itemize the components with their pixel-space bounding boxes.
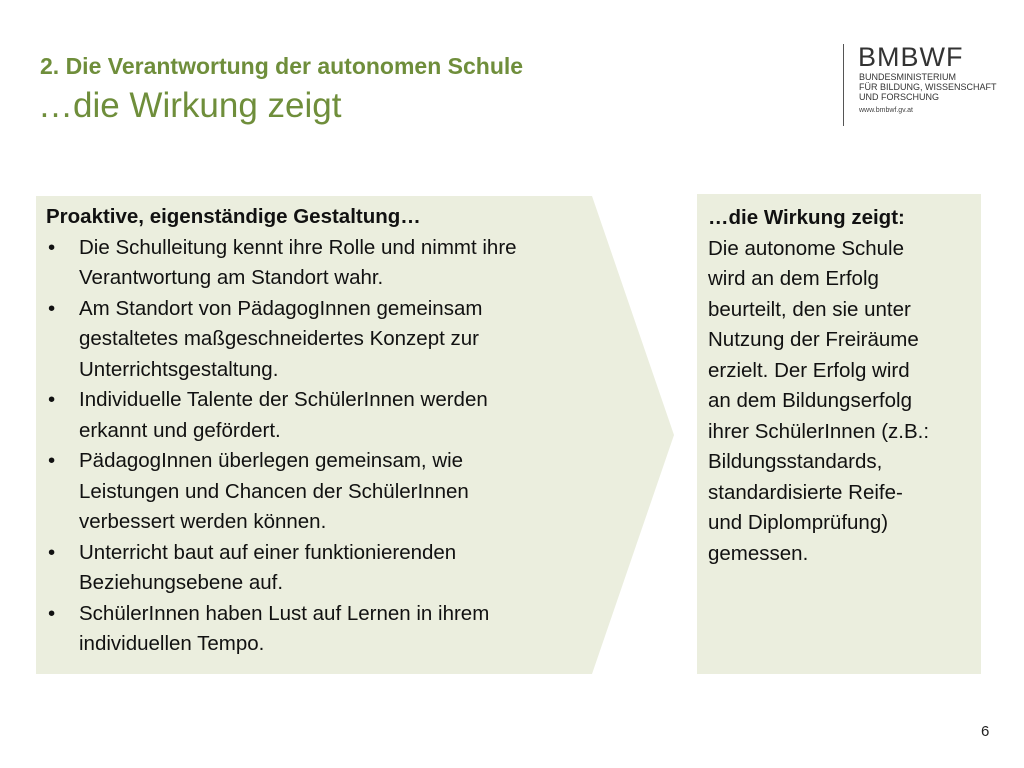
right-panel-line: standardisierte Reife- bbox=[708, 480, 903, 504]
bullet-text-line: Verantwortung am Standort wahr. bbox=[79, 266, 384, 289]
bullet-text-line: Unterrichtsgestaltung. bbox=[79, 357, 279, 381]
bullet-text-line: verbessert werden können. bbox=[79, 510, 327, 533]
bullet-text-line: SchülerInnen haben Lust auf Lernen in ihrem bbox=[79, 601, 490, 625]
bullet-text-line: PädagogInnen überlegen gemeinsam, wie bbox=[79, 449, 464, 472]
bullet-dot-icon: • bbox=[48, 235, 56, 259]
logo-divider bbox=[843, 44, 844, 126]
logo-url: www.bmbwf.gv.at bbox=[859, 107, 913, 114]
right-panel-heading: …die Wirkung zeigt: bbox=[708, 206, 905, 229]
right-panel-line: ihrer SchülerInnen (z.B.: bbox=[708, 419, 930, 443]
right-panel-line: Nutzung der Freiräume bbox=[708, 328, 919, 351]
right-panel-text bbox=[708, 234, 976, 570]
logo-line: UND FORSCHUNG bbox=[859, 92, 939, 102]
left-panel bbox=[46, 202, 598, 660]
bullet-text-line: individuellen Tempo. bbox=[79, 632, 265, 655]
bullet-dot-icon: • bbox=[48, 388, 56, 411]
right-panel-line: beurteilt, den sie unter bbox=[708, 297, 911, 321]
right-panel bbox=[708, 203, 976, 569]
bullet-text-line: Am Standort von PädagogInnen gemeinsam bbox=[79, 296, 483, 320]
logo-line: BUNDESMINISTERIUM bbox=[859, 72, 957, 82]
right-panel-line: und Diplomprüfung) bbox=[708, 511, 889, 534]
bullet-item bbox=[46, 446, 598, 538]
bullet-list bbox=[46, 233, 598, 660]
right-panel-line: erzielt. Der Erfolg wird bbox=[708, 358, 910, 382]
right-panel-line: an dem Bildungserfolg bbox=[708, 389, 912, 412]
slide-subtitle: 2. Die Verantwortung der autonomen Schule bbox=[40, 53, 524, 79]
bullet-dot-icon: • bbox=[48, 296, 56, 320]
right-panel-line: Bildungsstandards, bbox=[708, 450, 883, 473]
right-panel-line: wird an dem Erfolg bbox=[708, 267, 879, 290]
bullet-text-line: erkannt und gefördert. bbox=[79, 418, 281, 442]
page-number: 6 bbox=[981, 723, 990, 740]
bullet-item bbox=[46, 294, 598, 386]
bullet-item bbox=[46, 538, 598, 599]
left-panel-heading: Proaktive, eigenständige Gestaltung… bbox=[46, 205, 421, 228]
bullet-text-line: Beziehungsebene auf. bbox=[79, 571, 284, 594]
bullet-text-line: Unterricht baut auf einer funktionierenden bbox=[79, 540, 457, 564]
bullet-dot-icon: • bbox=[48, 449, 56, 472]
right-panel-line: Die autonome Schule bbox=[708, 236, 905, 260]
logo-line: FÜR BILDUNG, WISSENSCHAFT bbox=[859, 82, 997, 92]
bullet-text-line: Leistungen und Chancen der SchülerInnen bbox=[79, 479, 469, 503]
slide-title: …die Wirkung zeigt bbox=[38, 86, 342, 125]
right-panel-line: gemessen. bbox=[708, 541, 809, 565]
bullet-item bbox=[46, 599, 598, 660]
bullet-dot-icon: • bbox=[48, 601, 56, 625]
logo-name: BMBWF bbox=[858, 42, 964, 72]
bullet-item bbox=[46, 385, 598, 446]
bullet-text-line: Individuelle Talente der SchülerInnen werden bbox=[79, 388, 488, 411]
bullet-dot-icon: • bbox=[48, 540, 56, 564]
bullet-text-line: Die Schulleitung kennt ihre Rolle und nimmt ihre bbox=[79, 235, 517, 259]
bullet-item bbox=[46, 233, 598, 294]
bullet-text-line: gestaltetes maßgeschneidertes Konzept zur bbox=[79, 327, 479, 350]
